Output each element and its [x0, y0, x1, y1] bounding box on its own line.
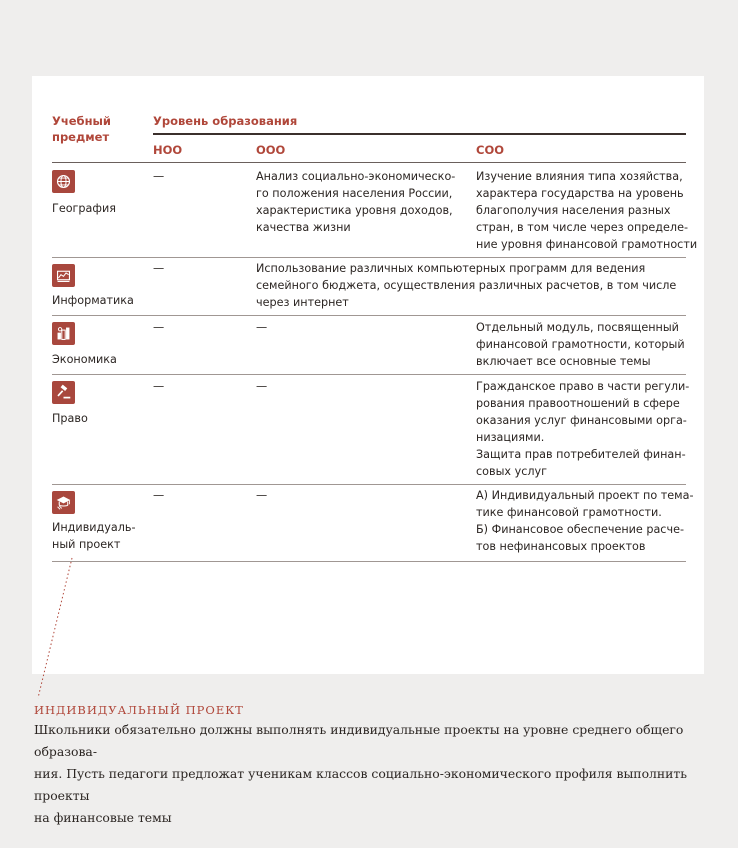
cell-noo: — — [153, 380, 165, 393]
subject-label: Информатика — [52, 294, 134, 307]
subject-label: Индивидуаль- ный проект — [52, 521, 136, 551]
cell-noo: — — [153, 321, 165, 334]
cell-ooo: — — [256, 321, 268, 334]
globe-icon — [52, 170, 75, 193]
subject-label: Право — [52, 412, 88, 425]
subject-label: Экономика — [52, 353, 117, 366]
note-line: Школьники обязательно должны выполнять индивидуальные проекты на уровне среднего общего образова- — [34, 722, 684, 759]
cell-soo: Отдельный модуль, посвященный финансовой грамотности, который включает все основные темы — [476, 321, 685, 368]
cell-ooo: — — [256, 380, 268, 393]
header-rule — [153, 133, 686, 135]
subject-column-header: Учебный предмет — [52, 114, 111, 144]
cell-soo: Гражданское право в части регули- рования правоотношений в сфере оказания услуг финансовыми орга- низациями. Защита прав потребителей финан- совых услуг — [476, 380, 690, 478]
note-title: ИНДИВИДУАЛЬНЫЙ ПРОЕКТ — [34, 703, 244, 717]
note-line: ния. Пусть педагоги предложат ученикам классов социально-экономического профиля выполнить проекты — [34, 766, 688, 803]
graduation-cap-icon — [52, 491, 75, 514]
cell-noo: — — [153, 489, 165, 502]
note-line: на финансовые темы — [34, 810, 172, 825]
cell-ooo-soo: Использование различных компьютерных программ для ведения семейного бюджета, осуществления различных расчетов, в том числе через интернет — [256, 262, 677, 309]
column-header-noo: НОО — [153, 143, 183, 157]
economy-icon — [52, 322, 75, 345]
cell-ooo: — — [256, 489, 268, 502]
cell-noo: — — [153, 262, 165, 275]
cell-noo: — — [153, 170, 165, 183]
note-text — [34, 719, 714, 829]
level-column-header: Уровень образования — [153, 114, 298, 128]
cell-soo: А) Индивидуальный проект по тема- тике финансовой грамотности. Б) Финансовое обеспечение расче- тов нефинансовых проектов — [476, 489, 694, 553]
cell-ooo: Анализ социально-экономическо- го положения населения России, характеристика уровня доходов, качества жизни — [256, 170, 456, 234]
column-header-soo: СОО — [476, 143, 504, 157]
header-bottom-rule — [52, 162, 686, 163]
column-header-ooo: ООО — [256, 143, 286, 157]
gavel-icon — [52, 381, 75, 404]
subject-label: География — [52, 202, 116, 215]
cell-soo: Изучение влияния типа хозяйства, характера государства на уровень благополучия населения разных стран, в том числе через определе- ние уровня финансовой грамотности — [476, 170, 698, 251]
chart-icon — [52, 264, 75, 287]
